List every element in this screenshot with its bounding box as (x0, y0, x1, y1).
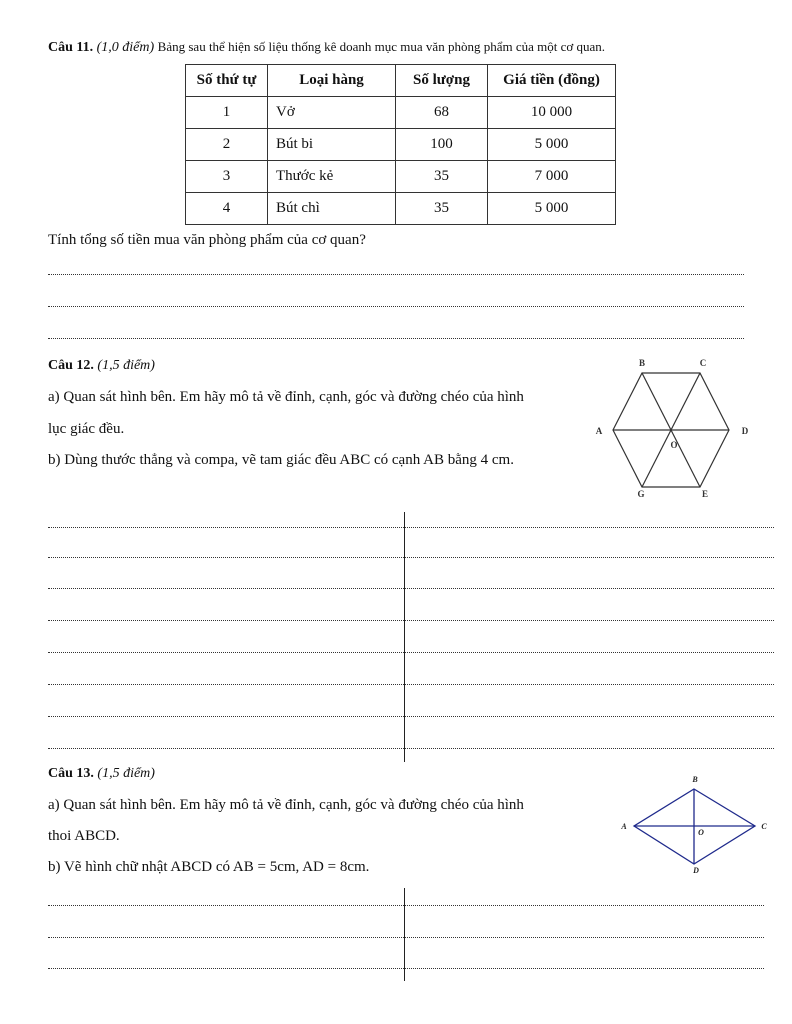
table-cell: 100 (396, 129, 488, 161)
q13-points: (1,5 điểm) (97, 766, 155, 781)
q13-label: Câu 13. (48, 766, 94, 781)
q12-part-b: b) Dùng thước thẳng và compa, vẽ tam giác đều ABC có cạnh AB bằng 4 cm. (48, 452, 514, 468)
table-cell: Vở (268, 97, 396, 129)
center-label-O: O (670, 440, 678, 450)
stationery-table (185, 64, 616, 225)
q13-part-a-line2: thoi ABCD. (48, 828, 120, 844)
vertex-label-C: C (699, 358, 707, 368)
column-divider (404, 512, 405, 762)
q11-label: Câu 11. (48, 40, 94, 55)
q12-label: Câu 12. (48, 358, 94, 373)
q13-heading (48, 766, 155, 782)
table-cell: 35 (396, 193, 488, 225)
q11-intro: Bảng sau thể hiện số liệu thống kê doanh mục mua văn phòng phẩm của một cơ quan. (157, 39, 606, 54)
answer-line[interactable] (48, 716, 774, 717)
hexagon-lines (613, 373, 729, 487)
center-label-O: O (698, 828, 704, 837)
column-divider (404, 888, 405, 981)
table-row (186, 129, 616, 161)
q11-heading (48, 39, 605, 56)
vertex-label-A: A (621, 822, 627, 831)
table-cell: 68 (396, 97, 488, 129)
table-cell: 2 (186, 129, 268, 161)
q12-points: (1,5 điểm) (97, 358, 155, 373)
table-cell: Bút chì (268, 193, 396, 225)
table-header-row (186, 65, 616, 97)
table-cell: 5 000 (488, 193, 616, 225)
answer-line[interactable] (48, 527, 774, 528)
table-row (186, 193, 616, 225)
table-cell: 7 000 (488, 161, 616, 193)
vertex-label-B: B (638, 358, 646, 368)
table-cell: 3 (186, 161, 268, 193)
answer-line[interactable] (48, 937, 764, 938)
table-cell: 4 (186, 193, 268, 225)
answer-line[interactable] (48, 652, 774, 653)
table-cell: 35 (396, 161, 488, 193)
table-row (186, 97, 616, 129)
table-header: Giá tiền (đồng) (488, 65, 616, 97)
q11-points: (1,0 điểm) (96, 40, 155, 55)
vertex-label-C: C (761, 822, 767, 831)
answer-line[interactable] (48, 306, 744, 307)
table-row (186, 161, 616, 193)
table-cell: Bút bi (268, 129, 396, 161)
table-header: Số thứ tự (186, 65, 268, 97)
table-header: Số lượng (396, 65, 488, 97)
q12-part-a-line1: a) Quan sát hình bên. Em hãy mô tả về đỉnh, cạnh, góc và đường chéo của hình (48, 389, 524, 405)
answer-line[interactable] (48, 338, 744, 339)
answer-line[interactable] (48, 684, 774, 685)
q13-part-a-line1: a) Quan sát hình bên. Em hãy mô tả về đỉnh, cạnh, góc và đường chéo của hình (48, 797, 524, 813)
q12-heading (48, 358, 155, 374)
answer-line[interactable] (48, 905, 764, 906)
regular-hexagon-figure (588, 352, 758, 504)
table-cell: 1 (186, 97, 268, 129)
vertex-label-G: G (637, 489, 645, 499)
answer-line[interactable] (48, 557, 774, 558)
q12-part-a-line2: lục giác đều. (48, 421, 125, 437)
q13-part-b: b) Vẽ hình chữ nhật ABCD có AB = 5cm, AD = 8cm. (48, 859, 370, 875)
vertex-label-D: D (693, 866, 699, 875)
answer-line[interactable] (48, 274, 744, 275)
table-cell: 10 000 (488, 97, 616, 129)
table-cell: 5 000 (488, 129, 616, 161)
answer-line[interactable] (48, 968, 764, 969)
table-cell: Thước kẻ (268, 161, 396, 193)
q11-question: Tính tổng số tiền mua văn phòng phẩm của cơ quan? (48, 232, 366, 248)
answer-line[interactable] (48, 748, 774, 749)
vertex-label-D: D (741, 426, 749, 436)
answer-line[interactable] (48, 620, 774, 621)
rhombus-figure (614, 770, 774, 882)
vertex-label-B: B (692, 775, 698, 784)
answer-line[interactable] (48, 588, 774, 589)
vertex-label-E: E (701, 489, 709, 499)
table-header: Loại hàng (268, 65, 396, 97)
rhombus-lines (634, 789, 755, 864)
vertex-label-A: A (595, 426, 603, 436)
